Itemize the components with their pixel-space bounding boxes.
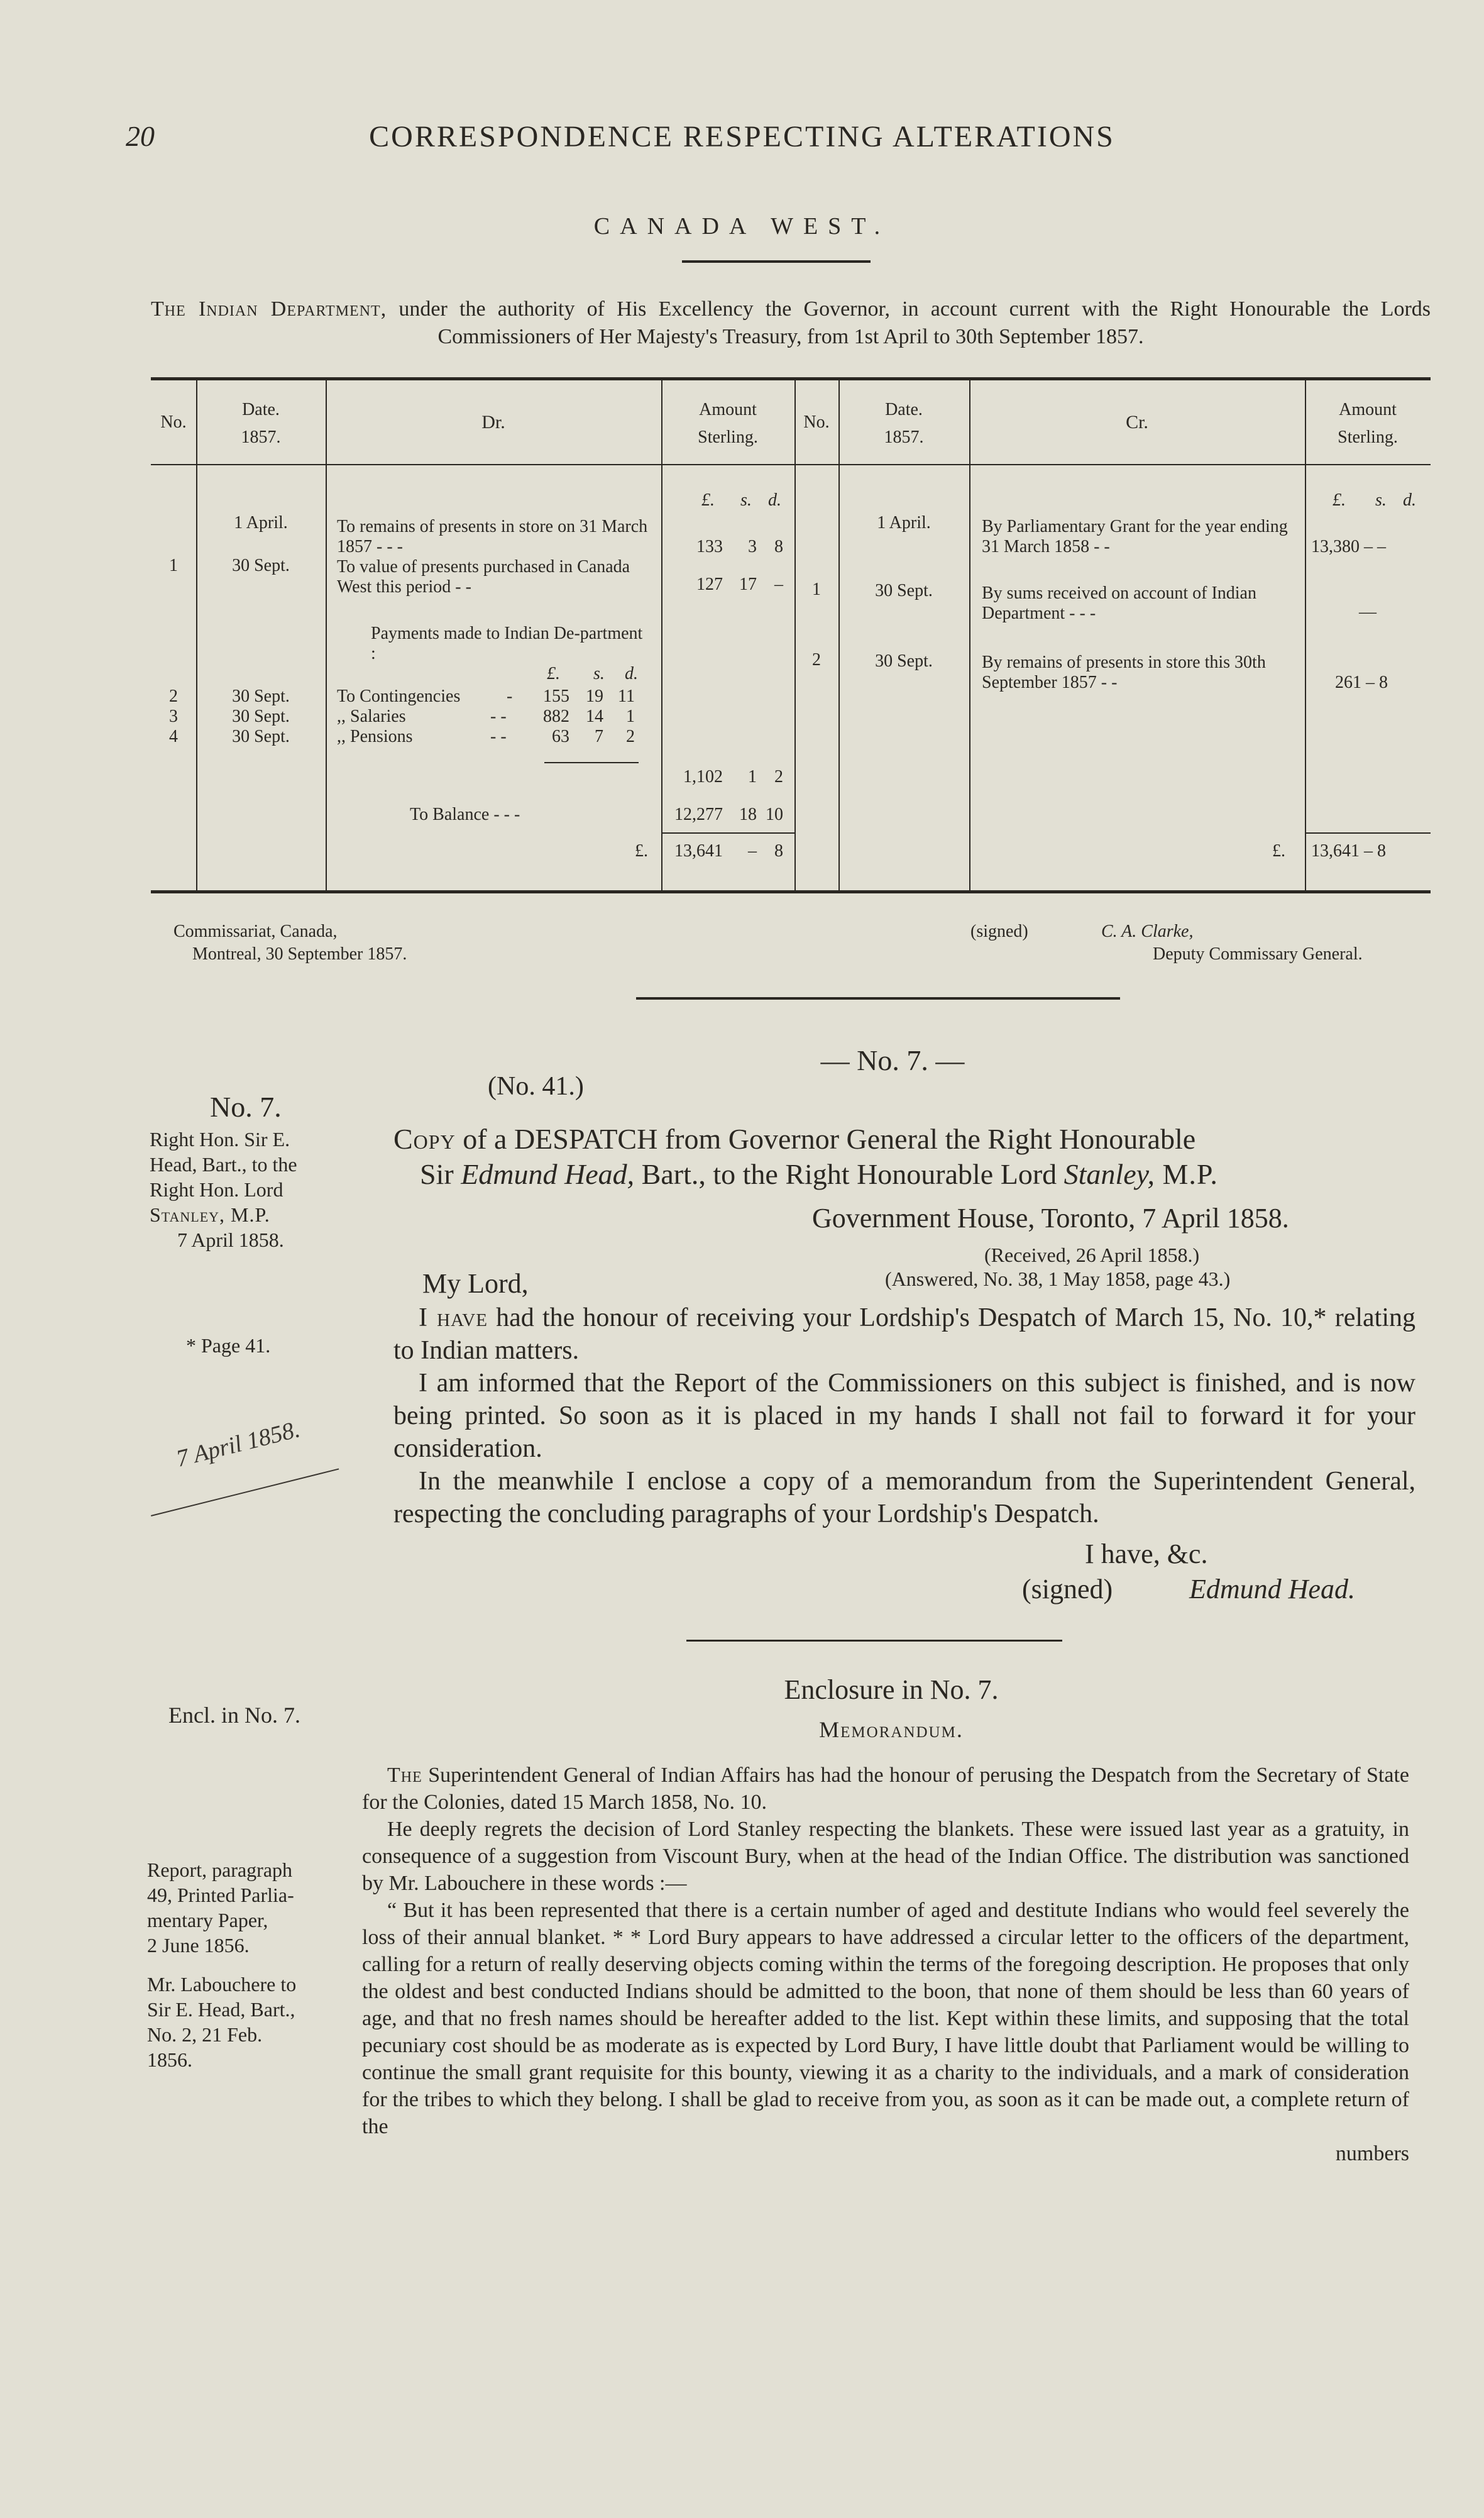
left-total-l: 13,641 <box>674 841 723 861</box>
payments-heading: Payments made to Indian De-partment : <box>371 624 643 663</box>
despatch-heading: — No. 7. — <box>820 1044 965 1076</box>
despatch-place: Government House, Toronto, 7 April 1858. <box>812 1203 1289 1234</box>
left-row1-date: 1 April. <box>234 513 288 533</box>
margin-letter-note <box>147 1972 355 2072</box>
memo-para-2: He deeply regrets the decision of Lord Stanley respecting the blankets. These were issued last year as a gratuity, in consequence of a suggestion from Viscount Bury, when at the head of the Indian Office. The distribution was sanctioned by Mr. Labouchere in these words :— <box>362 1818 1409 1895</box>
despatch-title <box>393 1122 1443 1192</box>
header-rule <box>151 464 1431 465</box>
despatch-answered: (Answered, No. 38, 1 May 1858, page 43.) <box>885 1267 1231 1290</box>
right-row3-text: By remains of presents in store this 30th September 1857 - - <box>982 653 1266 692</box>
balance-s: 18 <box>739 805 757 824</box>
ledger-bottom-rule <box>151 890 1431 893</box>
margin-letter-2: Sir E. Head, Bart., <box>147 1998 295 2021</box>
payments-unit-d: d. <box>625 664 638 683</box>
ledger-signed: (signed) <box>970 922 1028 941</box>
margin-letter-1: Mr. Labouchere to <box>147 1973 297 1996</box>
memorandum-body <box>362 1762 1409 2167</box>
unit-s-left: s. <box>740 490 752 510</box>
margin-line-2: Head, Bart., to the <box>150 1153 297 1176</box>
pay2-label: ,, Salaries <box>337 707 406 726</box>
unit-d-left: d. <box>768 490 781 510</box>
left-row1-l: 133 <box>696 537 723 556</box>
section-title: CANADA WEST. <box>593 213 891 240</box>
margin-letter-3: No. 2, 21 Feb. <box>147 2023 263 2046</box>
payments-unit-s: s. <box>593 664 605 683</box>
hdr-cr: Cr. <box>1126 412 1148 433</box>
margin-report-1: Report, paragraph <box>147 1858 293 1881</box>
left-row2-text: To value of presents purchased in Canada West this period - - <box>337 557 630 597</box>
right-row2-text: By sums received on account of Indian Department - - - <box>982 583 1256 623</box>
left-row2-date: 30 Sept. <box>232 556 290 575</box>
encl-margin: Encl. in No. 7. <box>168 1703 300 1728</box>
left-row2-l: 127 <box>696 575 723 594</box>
hdr-amount-right: Amount <box>1339 400 1397 419</box>
p1-lead: I have <box>419 1303 488 1332</box>
title-line1: of a DESPATCH from Governor General the Right Honourable <box>455 1123 1196 1155</box>
unit-l-left: £. <box>701 490 715 510</box>
title-name2: Stanley, <box>1064 1158 1155 1190</box>
right-row2-date: 30 Sept. <box>875 581 933 600</box>
section-rule <box>682 260 871 263</box>
despatch-body <box>393 1301 1415 1530</box>
memorandum-heading: Memorandum. <box>819 1717 964 1742</box>
pay3-label: ,, Pensions <box>337 727 413 746</box>
pay1-l: 155 <box>543 687 569 706</box>
left-row2-no: 1 <box>169 556 178 575</box>
margin-line-3: Right Hon. Lord <box>150 1178 283 1201</box>
margin-no7: No. 7. <box>210 1091 282 1123</box>
left-row1-d: 8 <box>774 537 783 556</box>
running-title: CORRESPONDENCE RESPECTING ALTERATIONS <box>369 120 1115 153</box>
ledger-signer: C. A. Clarke, <box>1101 922 1194 941</box>
left-total-s: – <box>748 841 757 861</box>
payments-total-d: 2 <box>774 767 783 787</box>
despatch-signed: (signed) <box>1022 1574 1113 1604</box>
pay1-no: 2 <box>169 687 178 706</box>
hdr-year-left: 1857. <box>241 428 281 447</box>
right-row2-amount: — <box>1359 602 1377 622</box>
pay2-dash: - - <box>490 707 507 726</box>
left-total-symbol: £. <box>635 841 648 861</box>
account-ledger <box>151 377 1431 893</box>
left-total-d: 8 <box>774 841 783 861</box>
hdr-year-right: 1857. <box>884 428 924 447</box>
pay2-no: 3 <box>169 707 178 726</box>
pay2-d: 1 <box>626 707 635 726</box>
title-name1: Edmund Head, <box>461 1158 635 1190</box>
pay1-date: 30 Sept. <box>232 687 290 706</box>
margin-report-3: mentary Paper, <box>147 1909 268 1931</box>
memo-p1-lead: The <box>387 1764 422 1787</box>
intro-rest: under the authority of His Excellency the Governor, in account current with the Right Honourable the Lords Commissioners of Her Majesty's Treasury, from 1st April to 30th September 1857. <box>387 297 1431 348</box>
p1-rest: had the honour of receiving your Lordship's Despatch of March 15, No. 10,* relating to Indian matters. <box>393 1303 1415 1365</box>
ledger-top-rule <box>151 377 1431 380</box>
hdr-no-left: No. <box>160 412 187 432</box>
pay1-s: 19 <box>586 687 603 706</box>
balance-label: To Balance - - - <box>410 805 520 824</box>
hdr-dr: Dr. <box>481 412 505 433</box>
pay1-dash: - <box>507 687 513 706</box>
pay3-d: 2 <box>626 727 635 746</box>
right-total-amount: 13,641 – 8 <box>1311 841 1386 861</box>
title-line2a: Sir <box>420 1158 461 1190</box>
right-total-symbol: £. <box>1272 841 1285 861</box>
pay1-d: 11 <box>618 687 635 706</box>
pay3-no: 4 <box>169 727 178 746</box>
hdr-amount-left: Amount <box>699 400 757 419</box>
left-row1-text: To remains of presents in store on 31 March 1857 - - - <box>337 517 648 556</box>
enclosure-rule <box>686 1640 1062 1642</box>
margin-report-note <box>147 1857 355 1958</box>
unit-s-right: s. <box>1375 490 1387 510</box>
salutation: My Lord, <box>422 1268 529 1299</box>
margin-line-5: 7 April 1858. <box>177 1229 284 1251</box>
left-row1-s: 3 <box>748 537 757 556</box>
pay3-date: 30 Sept. <box>232 727 290 746</box>
balance-l: 12,277 <box>674 805 723 824</box>
hdr-no-right: No. <box>803 412 830 432</box>
despatch-para-2: I am informed that the Report of the Commissioners on this subject is finished, and is now being printed. So soon as it is placed in my hands I shall not fail to forward it for your consideration. <box>393 1369 1415 1463</box>
catchword: numbers <box>1335 2142 1409 2165</box>
margin-line-1: Right Hon. Sir E. <box>150 1128 290 1151</box>
title-line2b: Bart., to the Right Honourable Lord <box>634 1158 1064 1190</box>
margin-despatch-note <box>150 1127 357 1252</box>
title-lead: Copy <box>393 1123 456 1155</box>
hdr-date-left: Date. <box>242 400 280 419</box>
despatch-closing: I have, &c. <box>1085 1538 1208 1569</box>
right-row3-no: 2 <box>812 650 821 670</box>
pay3-s: 7 <box>595 727 603 746</box>
pay2-l: 882 <box>543 707 569 726</box>
place-line2: Montreal, 30 September 1857. <box>192 944 407 964</box>
pay2-date: 30 Sept. <box>232 707 290 726</box>
despatch-para-3: In the meanwhile I enclose a copy of a memorandum from the Superintendent General, respecting the concluding paragraphs of your Lordship's Despatch. <box>393 1467 1415 1528</box>
left-row2-s: 17 <box>739 575 757 594</box>
hdr-sterling-left: Sterling. <box>698 428 758 447</box>
pay1-label: To Contingencies <box>337 687 461 706</box>
footnote-margin: * Page 41. <box>186 1334 271 1357</box>
unit-l-right: £. <box>1333 490 1346 510</box>
pay3-l: 63 <box>552 727 569 746</box>
right-row2-no: 1 <box>812 580 821 599</box>
memo-p1-rest: Superintendent General of Indian Affairs has had the honour of perusing the Despatch from the Secretary of State for the Colonies, dated 15 March 1858, No. 10. <box>362 1764 1409 1814</box>
right-row3-date: 30 Sept. <box>875 651 933 671</box>
memo-para-1 <box>362 1762 1409 1816</box>
right-row1-amount: 13,380 – – <box>1311 537 1386 556</box>
despatch-signer: Edmund Head. <box>1189 1574 1355 1604</box>
account-intro <box>151 295 1431 351</box>
place-line1: Commissariat, Canada, <box>173 922 338 941</box>
unit-d-right: d. <box>1403 490 1416 510</box>
payments-total-l: 1,102 <box>683 767 723 787</box>
handwritten-underline <box>151 1468 339 1516</box>
payments-unit-l: £. <box>547 664 560 683</box>
payments-total-s: 1 <box>748 767 757 787</box>
payments-sum-rule <box>544 762 639 763</box>
page-number: 20 <box>126 120 155 152</box>
hdr-sterling-right: Sterling. <box>1338 428 1398 447</box>
intro-lead: The Indian Department, <box>151 297 387 321</box>
pay2-s: 14 <box>586 707 603 726</box>
right-total-rule <box>1305 832 1431 834</box>
right-row1-text: By Parliamentary Grant for the year ending 31 March 1858 - - <box>982 517 1288 556</box>
margin-letter-4: 1856. <box>147 2048 192 2071</box>
hdr-date-right: Date. <box>885 400 923 419</box>
separator-rule <box>636 997 1120 1000</box>
left-total-rule <box>661 832 794 834</box>
left-row2-d: – <box>774 575 783 594</box>
margin-report-2: 49, Printed Parlia- <box>147 1884 294 1906</box>
margin-report-4: 2 June 1856. <box>147 1934 250 1957</box>
balance-d: 10 <box>766 805 783 824</box>
title-line2c: M.P. <box>1155 1158 1218 1190</box>
right-row1-date: 1 April. <box>877 513 931 533</box>
despatch-received: (Received, 26 April 1858.) <box>984 1244 1200 1266</box>
memo-para-3: “ But it has been represented that there is a certain number of aged and destitute Indians who would feel severely the loss of their annual blanket. * * Lord Bury appears to have addressed a circular letter to the officers of the department, calling for a return of really deserving objects coming within the terms of the foregoing description. He proposes that only the oldest and best conducted Indians should be admitted to the boon, that none of them should be less than 60 years of age, and that no fresh names should be hereafter added to the list. Kept within these limits, and supposing that the total pecuniary cost should be as moderate as is expected by Lord Bury, I have little doubt that Parliament would be willing to continue the small grant requisite for this bounty, viewing it as a charity to the individuals, and a mark of consideration for the tribes to which they belong. I shall be glad to receive from you, as soon as it can be made out, a complete return of the <box>362 1899 1409 2138</box>
margin-line-4: Stanley, M.P. <box>150 1203 270 1226</box>
right-row3-amount: 261 – 8 <box>1335 673 1388 692</box>
despatch-para-1 <box>393 1301 1415 1367</box>
handwritten-date: 7 April 1858. <box>173 1416 303 1472</box>
enclosure-heading: Enclosure in No. 7. <box>784 1674 999 1705</box>
pay3-dash: - - <box>490 727 507 746</box>
despatch-ref: (No. 41.) <box>488 1072 584 1101</box>
ledger-signer-title: Deputy Commissary General. <box>1153 944 1363 964</box>
